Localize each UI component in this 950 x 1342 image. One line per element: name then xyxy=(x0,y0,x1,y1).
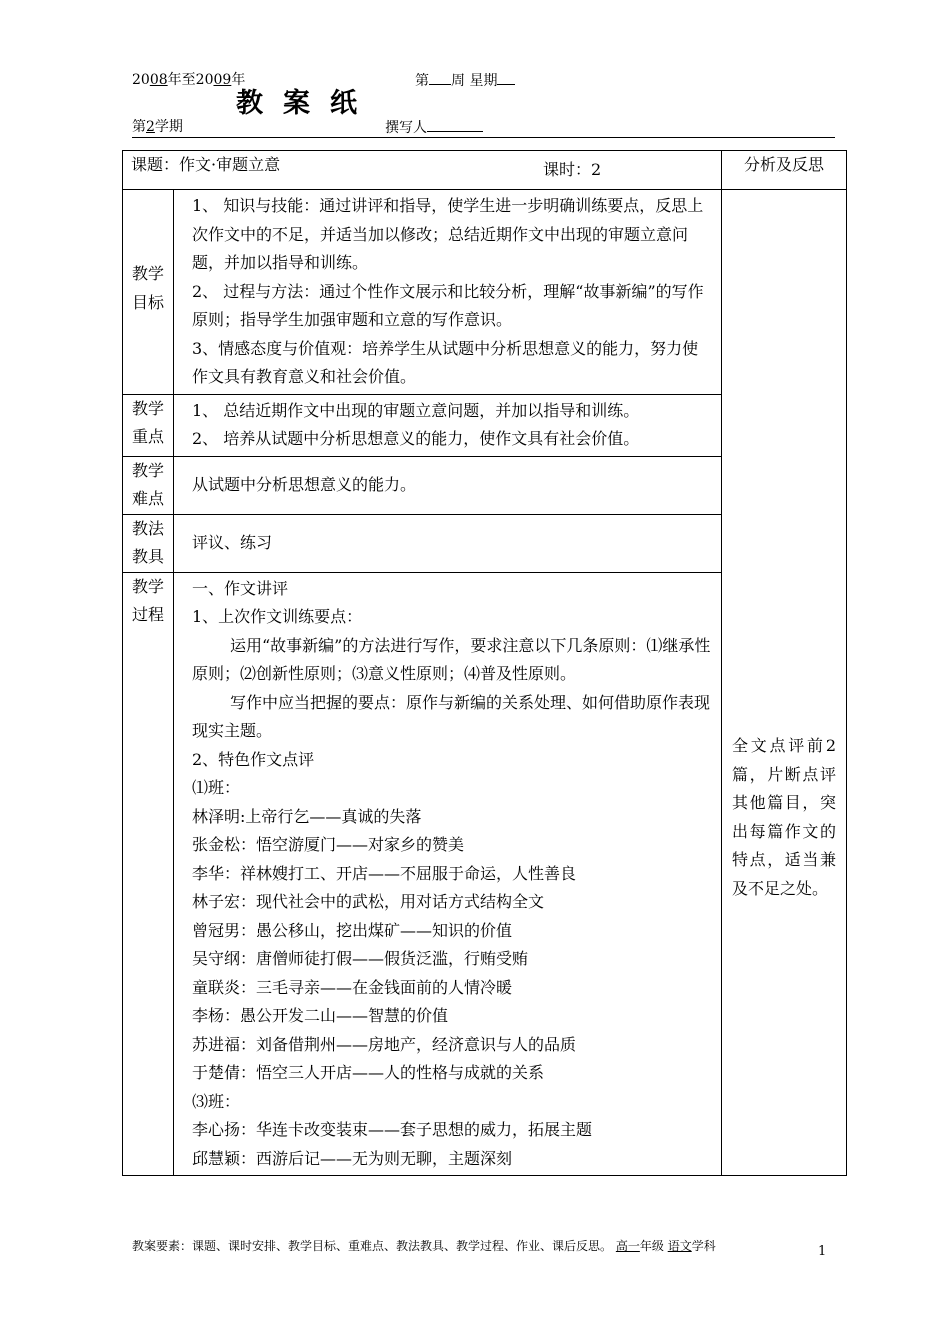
essay-item: 李心扬：华连卡改变装束——套子思想的威力，拓展主题 xyxy=(192,1120,593,1139)
author: 撰写人 xyxy=(385,117,483,138)
essay-item: 于楚倩：悟空三人开店——人的性格与成就的关系 xyxy=(192,1063,545,1082)
analysis-header: 分析及反思 xyxy=(722,151,847,190)
reflection-text: 全文点评前2篇，片断点评其他篇目，突出每篇作文的特点，适当兼及不足之处。 xyxy=(732,736,836,898)
footer-grade: 高一 xyxy=(615,1239,640,1253)
class-heading: ⑴班： xyxy=(192,778,241,797)
process-subheading: 2、特色作文点评 xyxy=(192,749,315,769)
key-point-item: 2、 培养从试题中分析思想意义的能力，使作文具有社会价值。 xyxy=(192,429,640,448)
process-section-title: 一、作文讲评 xyxy=(192,578,289,598)
essay-item: 张金松：悟空游厦门——对家乡的赞美 xyxy=(192,835,465,854)
class-heading: ⑶班： xyxy=(192,1091,241,1111)
year-from: 08 xyxy=(149,72,168,88)
key-points-label: 教学 重点 xyxy=(123,394,174,456)
objectives-row xyxy=(123,190,847,395)
term: 第2学期 xyxy=(132,119,183,135)
footer-subject: 语文 xyxy=(667,1239,692,1253)
header-divider xyxy=(132,137,835,138)
key-point-item: 1、 总结近期作文中出现的审题立意问题，并加以指导和训练。 xyxy=(192,400,640,420)
process-paragraph: 运用“故事新编”的方法进行写作，要求注意以下几条原则：⑴继承性原则；⑵创新性原则；⑶意义性原则；⑷普及性原则。 xyxy=(192,635,711,683)
page-title: 教案纸 xyxy=(236,88,377,119)
difficulty-content: 从试题中分析思想意义的能力。 xyxy=(174,456,722,514)
term-number: 2 xyxy=(146,119,155,135)
essay-item: 邱慧颖：西游后记——无为则无聊，主题深刻 xyxy=(192,1148,513,1168)
process-label: 教学 过程 xyxy=(123,572,174,1176)
objective-item: 1、 知识与技能：通过讲评和指导，使学生进一步明确训练要点，反思上次作文中的不足，并适当加以修改；总结近期作文中出现的审题立意问题，并加以指导和训练。 xyxy=(192,196,704,272)
topic-row xyxy=(123,151,847,190)
essay-item: 曾冠男：愚公移山，挖出煤矿——知识的价值 xyxy=(192,920,513,940)
school-year: 2008年至2009年 xyxy=(132,72,246,88)
reflection-cell xyxy=(722,190,847,1176)
objective-item: 3、情感态度与价值观：培养学生从试题中分析思想意义的能力，努力使作文具有教育意义和社会价值。 xyxy=(192,338,699,386)
lesson-plan-table xyxy=(122,150,847,1176)
methods-label: 教法 教具 xyxy=(123,514,174,572)
essay-item: 李杨：愚公开发二山——智慧的价值 xyxy=(192,1006,449,1025)
key-points-content xyxy=(174,394,722,456)
process-content xyxy=(174,572,722,1176)
process-paragraph: 写作中应当把握的要点：原作与新编的关系处理、如何借助原作表现现实主题。 xyxy=(192,692,711,740)
year-to: 09 xyxy=(213,72,232,88)
process-subheading: 1、上次作文训练要点： xyxy=(192,607,363,626)
essay-item: 吴守纲：唐僧师徒打假——假货泛滥，行贿受贿 xyxy=(192,949,529,968)
topic-label: 课题：作文·审题立意 xyxy=(131,155,281,174)
essay-item: 林泽明:上帝行乞——真诚的失落 xyxy=(192,806,422,826)
week-day: 第 周 星期 xyxy=(415,70,515,91)
essay-item: 苏进福：刘备借荆州——房地产，经济意识与人的品质 xyxy=(192,1034,577,1054)
methods-content: 评议、练习 xyxy=(174,514,722,572)
objectives-content xyxy=(174,190,722,395)
objectives-label: 教学 目标 xyxy=(123,190,174,395)
essay-item: 林子宏：现代社会中的武松，用对话方式结构全文 xyxy=(192,892,545,911)
essay-item: 童联炎：三毛寻亲——在金钱面前的人情冷暖 xyxy=(192,977,513,997)
footer-note: 教案要素：课题、课时安排、教学目标、重难点、教法教具、教学过程、作业、课后反思。 高一年级 语文学科 xyxy=(132,1239,716,1253)
page-number: 1 xyxy=(818,1244,827,1259)
objective-item: 2、 过程与方法：通过个性作文展示和比较分析，理解“故事新编”的写作原则；指导学生加强审题和立意的写作意识。 xyxy=(192,281,704,329)
essay-item: 李华：祥林嫂打工、开店——不屈服于命运，人性善良 xyxy=(192,863,577,883)
difficulty-label: 教学 难点 xyxy=(123,456,174,514)
hours-label: 课时：2 xyxy=(543,160,602,179)
topic-cell xyxy=(123,151,722,190)
